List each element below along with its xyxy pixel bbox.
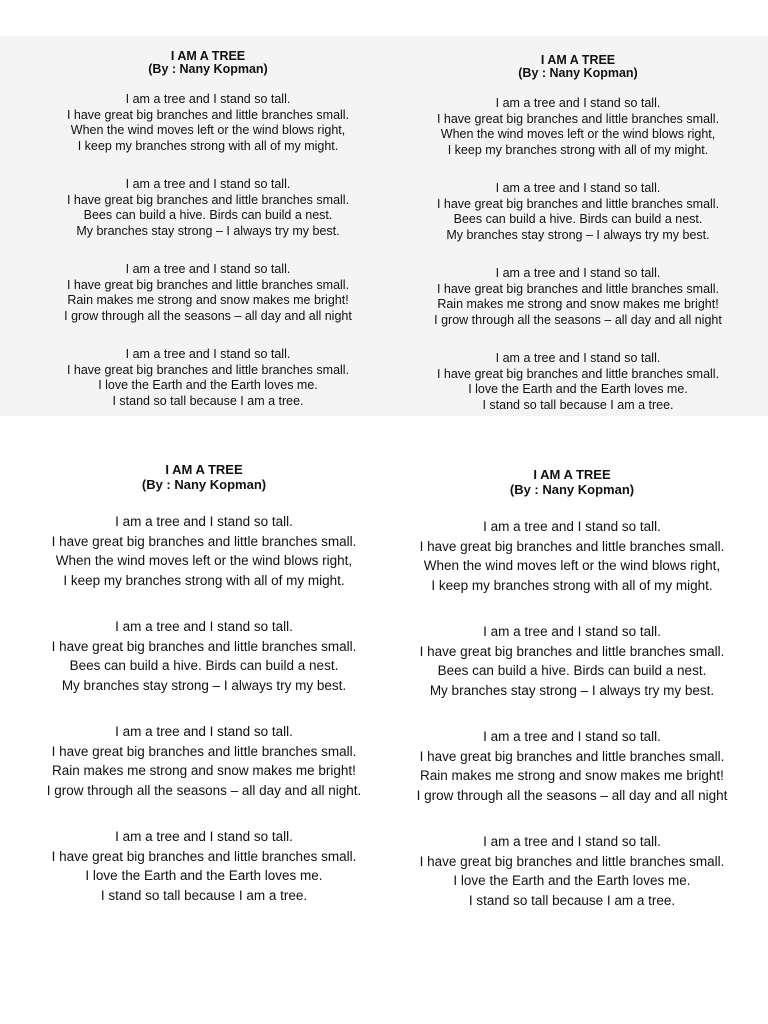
poem-line: Rain makes me strong and snow makes me bright! — [52, 763, 356, 778]
poem-line: I have great big branches and little branches small. — [436, 111, 720, 126]
poem-line: I am a tree and I stand so tall. — [125, 92, 291, 106]
poem-byline: (By : Nany Kopman) — [518, 66, 638, 80]
poem-line: I stand so tall because I am a tree. — [100, 887, 308, 903]
poem-line: I have great big branches and little branches small. — [66, 362, 350, 377]
poem-stanza — [376, 517, 768, 595]
poem-line: I keep my branches strong with all of my might. — [63, 572, 345, 588]
poem-stanza — [388, 181, 768, 243]
poem-line: I grow through all the seasons – all day and all night. — [46, 782, 362, 798]
poem-line: Bees can build a hive. Birds can build a nest. — [69, 658, 339, 673]
poem-stanza — [388, 351, 768, 413]
poem-line: I have great big branches and little branches small. — [66, 107, 350, 122]
poem-line: Bees can build a hive. Birds can build a nest. — [453, 212, 703, 226]
poem-byline: (By : Nany Kopman) — [141, 477, 267, 492]
poem-line: I love the Earth and the Earth loves me. — [453, 873, 691, 888]
poem-line: I stand so tall because I am a tree. — [482, 397, 674, 412]
poem-line: My branches stay strong – I always try my best. — [429, 682, 715, 698]
poem-line: I am a tree and I stand so tall. — [115, 829, 293, 844]
poem-line: I am a tree and I stand so tall. — [483, 624, 661, 639]
poem-stanza — [12, 827, 396, 905]
poem-line: My branches stay strong – I always try my best. — [446, 227, 710, 242]
poem-copy-bottom-left — [12, 462, 396, 905]
poem-copy-bottom-right — [376, 467, 768, 910]
poem-stanza — [12, 512, 396, 590]
poem-line: I am a tree and I stand so tall. — [483, 834, 661, 849]
poem-line: I stand so tall because I am a tree. — [112, 393, 304, 408]
poem-line: I am a tree and I stand so tall. — [495, 266, 661, 280]
poem-line: I stand so tall because I am a tree. — [468, 892, 676, 908]
poem-line: I grow through all the seasons – all day and all night — [416, 787, 728, 803]
poem-line: Bees can build a hive. Birds can build a nest. — [83, 208, 333, 222]
poem-line: I keep my branches strong with all of my might. — [431, 577, 713, 593]
poem-line: I am a tree and I stand so tall. — [125, 347, 291, 361]
poem-line: I have great big branches and little branches small. — [419, 748, 725, 764]
poem-stanza — [388, 266, 768, 328]
poem-line: I am a tree and I stand so tall. — [125, 262, 291, 276]
poem-line: When the wind moves left or the wind blows right, — [440, 127, 716, 141]
poem-line: I am a tree and I stand so tall. — [495, 96, 661, 110]
poem-line: My branches stay strong – I always try my best. — [61, 677, 347, 693]
poem-line: I am a tree and I stand so tall. — [495, 351, 661, 365]
poem-stanza — [376, 727, 768, 805]
poem-line: When the wind moves left or the wind blows right, — [423, 558, 721, 573]
poem-line: I am a tree and I stand so tall. — [125, 177, 291, 191]
poem-line: I have great big branches and little branches small. — [436, 366, 720, 381]
poem-line: I love the Earth and the Earth loves me. — [85, 868, 323, 883]
poem-line: I keep my branches strong with all of my might. — [77, 138, 339, 153]
poem-copy-top-right — [388, 54, 768, 413]
poem-line: I have great big branches and little branches small. — [51, 533, 357, 549]
poem-line: I have great big branches and little branches small. — [436, 281, 720, 296]
poem-line: My branches stay strong – I always try my best. — [76, 223, 340, 238]
poem-line: Rain makes me strong and snow makes me bright! — [437, 297, 719, 311]
poem-line: I have great big branches and little branches small. — [51, 743, 357, 759]
poem-line: I have great big branches and little branches small. — [419, 538, 725, 554]
poem-line: I have great big branches and little branches small. — [51, 638, 357, 654]
poem-stanza — [388, 96, 768, 158]
poem-line: Bees can build a hive. Birds can build a nest. — [437, 663, 707, 678]
poem-title: I AM A TREE — [165, 462, 243, 477]
poem-line: I keep my branches strong with all of my might. — [447, 142, 709, 157]
poem-line: I have great big branches and little branches small. — [436, 196, 720, 211]
poem-line: I have great big branches and little branches small. — [419, 853, 725, 869]
poem-line: When the wind moves left or the wind blows right, — [55, 553, 353, 568]
poem-line: I grow through all the seasons – all day and all night — [64, 308, 352, 323]
poem-stanza — [16, 92, 400, 154]
poem-line: I grow through all the seasons – all day and all night — [434, 312, 722, 327]
poem-stanza — [12, 722, 396, 800]
poem-title: I AM A TREE — [170, 49, 246, 63]
poem-byline: (By : Nany Kopman) — [148, 62, 268, 76]
poem-line: I am a tree and I stand so tall. — [115, 724, 293, 739]
poem-line: When the wind moves left or the wind blows right, — [70, 123, 346, 137]
poem-line: I have great big branches and little branches small. — [419, 643, 725, 659]
poem-title: I AM A TREE — [540, 53, 616, 67]
poem-stanza — [16, 262, 400, 324]
poem-line: I have great big branches and little branches small. — [51, 848, 357, 864]
poem-line: I am a tree and I stand so tall. — [115, 619, 293, 634]
poem-line: I am a tree and I stand so tall. — [483, 729, 661, 744]
poem-byline: (By : Nany Kopman) — [509, 482, 635, 497]
poem-line: I am a tree and I stand so tall. — [495, 181, 661, 195]
poem-line: I am a tree and I stand so tall. — [483, 519, 661, 534]
poem-title: I AM A TREE — [533, 467, 611, 482]
poem-stanza — [376, 832, 768, 910]
poem-line: I love the Earth and the Earth loves me. — [98, 378, 318, 392]
poem-line: I have great big branches and little branches small. — [66, 277, 350, 292]
poem-line: Rain makes me strong and snow makes me bright! — [420, 768, 724, 783]
poem-stanza — [12, 617, 396, 695]
poem-stanza — [16, 177, 400, 239]
poem-copy-top-left — [16, 50, 400, 409]
poem-line: I have great big branches and little branches small. — [66, 192, 350, 207]
poem-line: Rain makes me strong and snow makes me bright! — [67, 293, 349, 307]
poem-line: I love the Earth and the Earth loves me. — [468, 382, 688, 396]
poem-stanza — [16, 347, 400, 409]
poem-stanza — [376, 622, 768, 700]
poem-line: I am a tree and I stand so tall. — [115, 514, 293, 529]
